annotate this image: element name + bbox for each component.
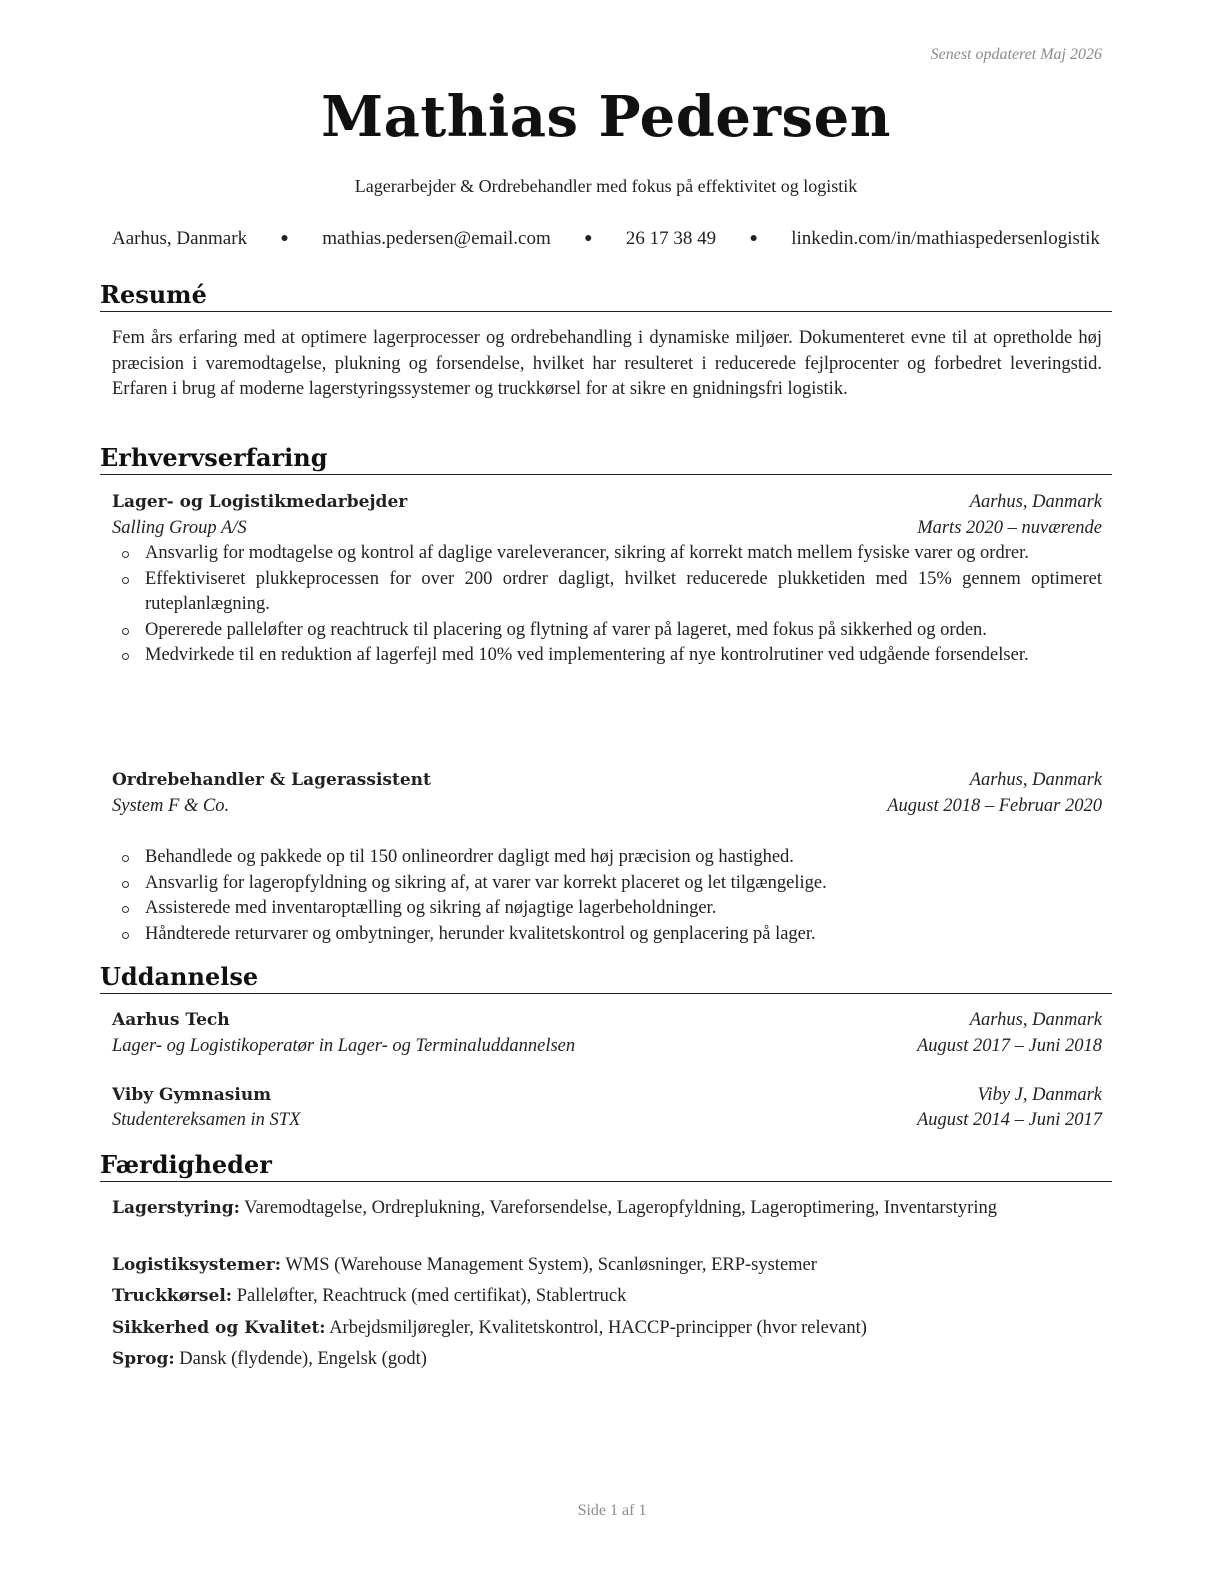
- skill-value: Palleløfter, Reachtruck (med certifikat), Stablertruck: [236, 1286, 627, 1306]
- list-item: [112, 541, 1102, 567]
- job-role: Lager- og Logistikmedarbejder: [112, 492, 408, 512]
- job-company: Salling Group A/S: [112, 518, 247, 538]
- contact-phone: 26 17 38 49: [625, 228, 717, 249]
- bullet-text: Effektiviseret plukkeprocessen for over 200 ordrer dagligt, hvilket reducerede plukketiden med 15% gennem optimeret ruteplanlægning.: [145, 568, 1102, 614]
- job-location: Aarhus, Danmark: [969, 770, 1102, 790]
- list-item: [112, 871, 1102, 897]
- bullet-circle-icon: [122, 855, 129, 862]
- section-title-education: Uddannelse: [100, 962, 1112, 994]
- bullet-text: Ansvarlig for lageropfyldning og sikring af, at varer var korrekt placeret og let tilgængelige.: [145, 872, 827, 893]
- skill-line: [112, 1316, 1102, 1342]
- job-role: Ordrebehandler & Lagerassistent: [112, 770, 431, 790]
- list-item: [112, 643, 1102, 669]
- skill-value: Arbejdsmiljøregler, Kvalitetskontrol, HACCP-principper (hvor relevant): [329, 1318, 867, 1338]
- skill-line: [112, 1253, 1102, 1279]
- page-number: Side 1 af 1: [577, 1502, 647, 1519]
- bullet-text: Håndterede returvarer og ombytninger, herunder kvalitetskontrol og genplacering på lager.: [145, 923, 816, 944]
- school-degree: Studentereksamen in STX: [112, 1110, 301, 1130]
- school-dates: August 2017 – Juni 2018: [917, 1036, 1102, 1056]
- skill-label: Truckkørsel:: [112, 1286, 233, 1306]
- skill-value: Varemodtagelse, Ordreplukning, Vareforsendelse, Lageropfyldning, Lageroptimering, Inventarstyring: [244, 1198, 997, 1218]
- bullet-circle-icon: [122, 628, 129, 635]
- separator-dot: ●: [280, 231, 289, 246]
- job-location: Aarhus, Danmark: [969, 492, 1102, 512]
- bullet-text: Opererede palleløfter og reachtruck til placering og flytning af varer på lageret, med fokus på sikkerhed og orden.: [145, 619, 987, 640]
- school-name: Aarhus Tech: [112, 1010, 230, 1030]
- school-location: Viby J, Danmark: [977, 1085, 1102, 1105]
- contact-email[interactable]: mathias.pedersen@email.com: [322, 228, 551, 249]
- bullet-text: Medvirkede til en reduktion af lagerfejl med 10% ved implementering af nye kontrolrutiner ved udgående forsendelser.: [145, 645, 1029, 665]
- candidate-name: Mathias Pedersen: [321, 84, 891, 150]
- bullet-circle-icon: [122, 551, 129, 558]
- contact-linkedin[interactable]: linkedin.com/in/mathiaspedersenlogistik: [791, 228, 1100, 249]
- school-subheader: [112, 1108, 1102, 1134]
- list-item: [112, 922, 1102, 948]
- skill-label: Sikkerhed og Kvalitet:: [112, 1318, 326, 1338]
- skill-value: Dansk (flydende), Engelsk (godt): [179, 1349, 427, 1369]
- job-header: [112, 490, 1102, 516]
- job-subheader: [112, 516, 1102, 542]
- bullet-circle-icon: [122, 932, 129, 939]
- list-item: [112, 567, 1102, 618]
- school-dates: August 2014 – Juni 2017: [917, 1110, 1102, 1130]
- school-subheader: [112, 1034, 1102, 1060]
- school-header: [112, 1008, 1102, 1034]
- skill-label: Lagerstyring:: [112, 1198, 240, 1218]
- school-degree: Lager- og Logistikoperatør in Lager- og Terminaluddannelsen: [112, 1036, 576, 1056]
- bullet-text: Assisterede med inventaroptælling og sikring af nøjagtige lagerbeholdninger.: [145, 898, 717, 918]
- skill-line: [112, 1196, 1102, 1222]
- separator-dot: ●: [749, 231, 758, 246]
- summary-text: Fem års erfaring med at optimere lagerprocesser og ordrebehandling i dynamiske miljøer. Dokumenteret evne til at opretholde høj præcision i varemodtagelse, plukning og forsendelse, hvilket har resulteret i reducerede fejlprocenter og forbedret leveringstid. Erfaren i brug af moderne lagerstyringssystemer og truckkørsel for at sikre en gnidningsfri logistik.: [112, 328, 1102, 399]
- job-bullets: [112, 541, 1102, 669]
- school-location: Aarhus, Danmark: [969, 1010, 1102, 1030]
- bullet-circle-icon: [122, 653, 129, 660]
- skill-line: [112, 1347, 1102, 1373]
- resume-page: [100, 0, 1112, 1584]
- skill-line: [112, 1284, 1102, 1310]
- contact-line: [112, 228, 1100, 250]
- list-item: [112, 896, 1102, 922]
- job-subheader: [112, 794, 1102, 820]
- last-updated: Senest opdateret Maj 2026: [930, 46, 1102, 63]
- job-dates: August 2018 – Februar 2020: [887, 796, 1102, 816]
- skill-value: WMS (Warehouse Management System), Scanløsninger, ERP-systemer: [285, 1255, 817, 1275]
- list-item: [112, 845, 1102, 871]
- skill-label: Sprog:: [112, 1349, 175, 1369]
- job-header: [112, 768, 1102, 794]
- bullet-text: Ansvarlig for modtagelse og kontrol af daglige vareleverancer, sikring af korrekt match mellem fysiske varer og ordrer.: [145, 543, 1029, 563]
- school-name: Viby Gymnasium: [112, 1085, 272, 1105]
- bullet-circle-icon: [122, 906, 129, 913]
- school-header: [112, 1083, 1102, 1109]
- section-title-skills: Færdigheder: [100, 1150, 1112, 1182]
- job-bullets: [112, 845, 1102, 947]
- bullet-circle-icon: [122, 881, 129, 888]
- contact-location: Aarhus, Danmark: [112, 228, 248, 249]
- job-company: System F & Co.: [112, 796, 230, 816]
- separator-dot: ●: [584, 231, 593, 246]
- bullet-circle-icon: [122, 577, 129, 584]
- list-item: [112, 618, 1102, 644]
- headline: Lagerarbejder & Ordrebehandler med fokus på effektivitet og logistik: [354, 176, 858, 196]
- job-dates: Marts 2020 – nuværende: [917, 518, 1102, 538]
- section-title-experience: Erhvervserfaring: [100, 443, 1112, 475]
- bullet-text: Behandlede og pakkede op til 150 onlineordrer dagligt med høj præcision og hastighed.: [145, 847, 794, 867]
- skill-label: Logistiksystemer:: [112, 1255, 282, 1275]
- section-title-summary: Resumé: [100, 280, 1112, 312]
